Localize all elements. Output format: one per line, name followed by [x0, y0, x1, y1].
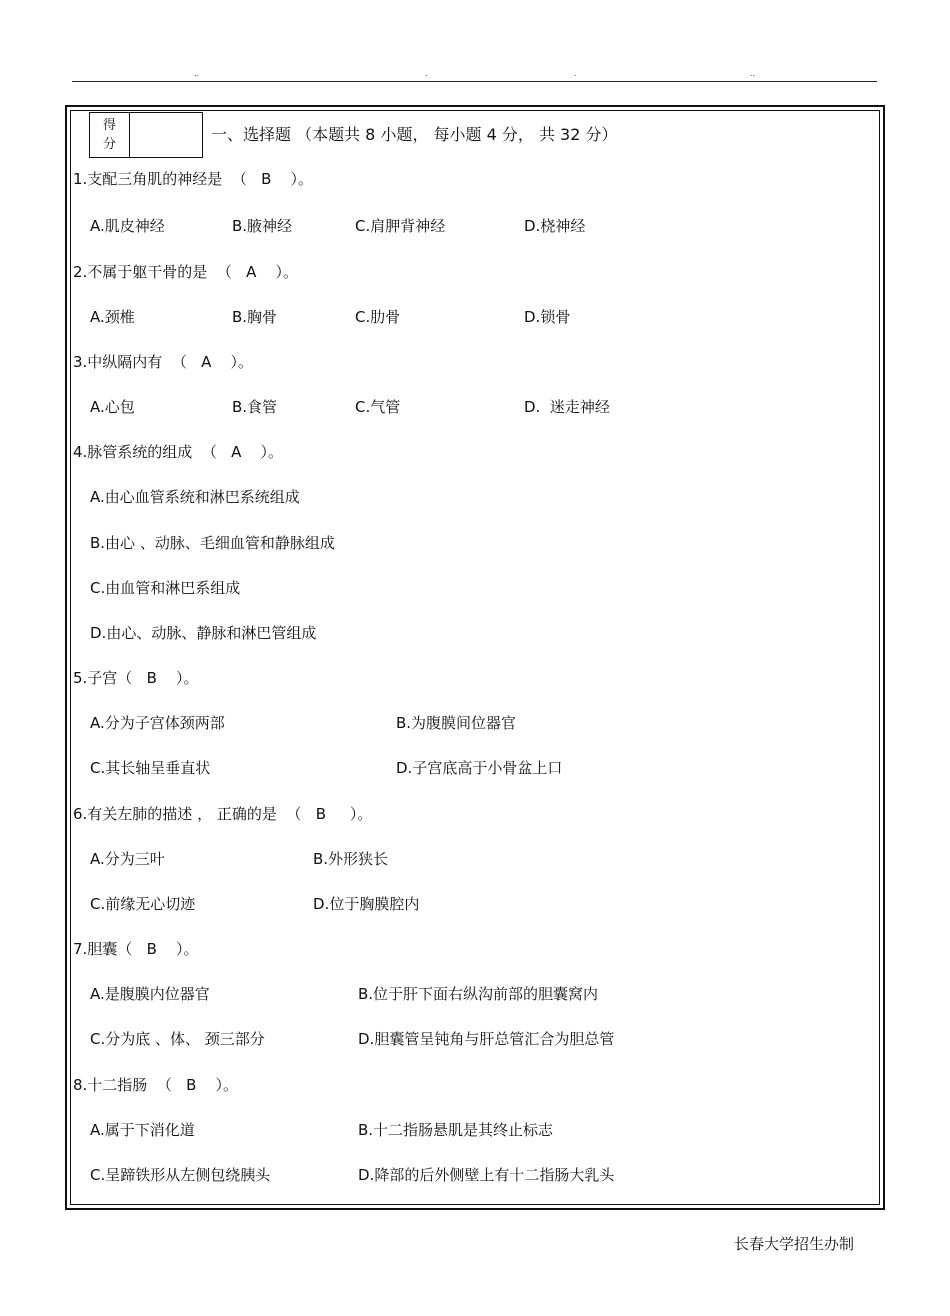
question-7-stem: 7.胆囊（ B ）。 — [73, 940, 199, 958]
question-1-option-a: A.肌皮神经 — [90, 217, 165, 235]
question-5-stem: 5.子宫（ B ）。 — [73, 669, 199, 687]
question-2-option-b: B.胸骨 — [232, 308, 278, 326]
question-5-option-d: D.子宫底高于小骨盆上口 — [396, 759, 563, 777]
question-7-option-a: A.是腹膜内位器官 — [90, 985, 210, 1003]
question-8-option-a: A.属于下消化道 — [90, 1121, 195, 1139]
question-5-option-b: B.为腹膜间位器官 — [396, 714, 517, 732]
question-4-option-b: B.由心 、动脉、毛细血管和静脉组成 — [90, 534, 335, 552]
question-6-option-c: C.前缘无心切迹 — [90, 895, 196, 913]
question-1-stem: 1.支配三角肌的神经是 （ B ）。 — [73, 170, 314, 188]
question-3-option-c: C.气管 — [355, 398, 401, 416]
score-label-line2: 分 — [102, 137, 116, 152]
question-5-option-a: A.分为子宫体颈两部 — [90, 714, 225, 732]
question-7-option-c: C.分为底 、体、 颈三部分 — [90, 1030, 265, 1048]
score-box — [89, 112, 203, 158]
question-4-stem: 4.脉管系统的组成 （ A ）。 — [73, 443, 283, 461]
score-value-field[interactable] — [130, 113, 202, 157]
question-8-stem: 8.十二指肠 （ B ）。 — [73, 1076, 239, 1094]
question-5-option-c: C.其长轴呈垂直状 — [90, 759, 211, 777]
question-4-option-c: C.由血管和淋巴系组成 — [90, 579, 241, 597]
question-1-option-c: C.肩胛背神经 — [355, 217, 446, 235]
question-3-stem: 3.中纵隔内有 （ A ）。 — [73, 353, 253, 371]
header-rule — [72, 81, 877, 82]
question-6-option-b: B.外形狭长 — [313, 850, 389, 868]
question-1-option-b: B.腋神经 — [232, 217, 293, 235]
question-2-stem: 2.不属于躯干骨的是 （ A ）。 — [73, 263, 298, 281]
question-4-option-d: D.由心、动脉、静脉和淋巴管组成 — [90, 624, 317, 642]
question-7-option-d: D.胆囊管呈钝角与肝总管汇合为胆总管 — [358, 1030, 615, 1048]
section-title: 一、选择题 （本题共 8 小题， 每小题 4 分， 共 32 分） — [211, 125, 618, 144]
score-label-line1: 得 — [102, 118, 116, 133]
question-3-option-d: D. 迷走神经 — [524, 398, 610, 416]
question-4-option-a: A.由心血管系统和淋巴系统组成 — [90, 488, 300, 506]
header-dot-2: . — [425, 69, 428, 78]
question-8-option-d: D.降部的后外侧壁上有十二指肠大乳头 — [358, 1166, 615, 1184]
header-dot-3: . — [574, 69, 577, 78]
question-8-option-c: C.呈蹄铁形从左侧包绕胰头 — [90, 1166, 271, 1184]
footer-issuer: 长春大学招生办制 — [734, 1235, 855, 1253]
question-2-option-a: A.颈椎 — [90, 308, 135, 326]
question-6-option-a: A.分为三叶 — [90, 850, 165, 868]
header-dot-1: .. — [194, 69, 200, 78]
question-1-option-d: D.桡神经 — [524, 217, 586, 235]
question-2-option-c: C.肋骨 — [355, 308, 401, 326]
question-3-option-b: B.食管 — [232, 398, 278, 416]
question-2-option-d: D.锁骨 — [524, 308, 571, 326]
question-8-option-b: B.十二指肠悬肌是其终止标志 — [358, 1121, 554, 1139]
question-7-option-b: B.位于肝下面右纵沟前部的胆囊窝内 — [358, 985, 599, 1003]
question-6-option-d: D.位于胸膜腔内 — [313, 895, 420, 913]
header-dot-4: .. — [750, 69, 756, 78]
score-label-cell — [90, 113, 130, 157]
question-3-option-a: A.心包 — [90, 398, 135, 416]
question-6-stem: 6.有关左肺的描述 ， 正确的是 （ B ）。 — [73, 805, 373, 823]
